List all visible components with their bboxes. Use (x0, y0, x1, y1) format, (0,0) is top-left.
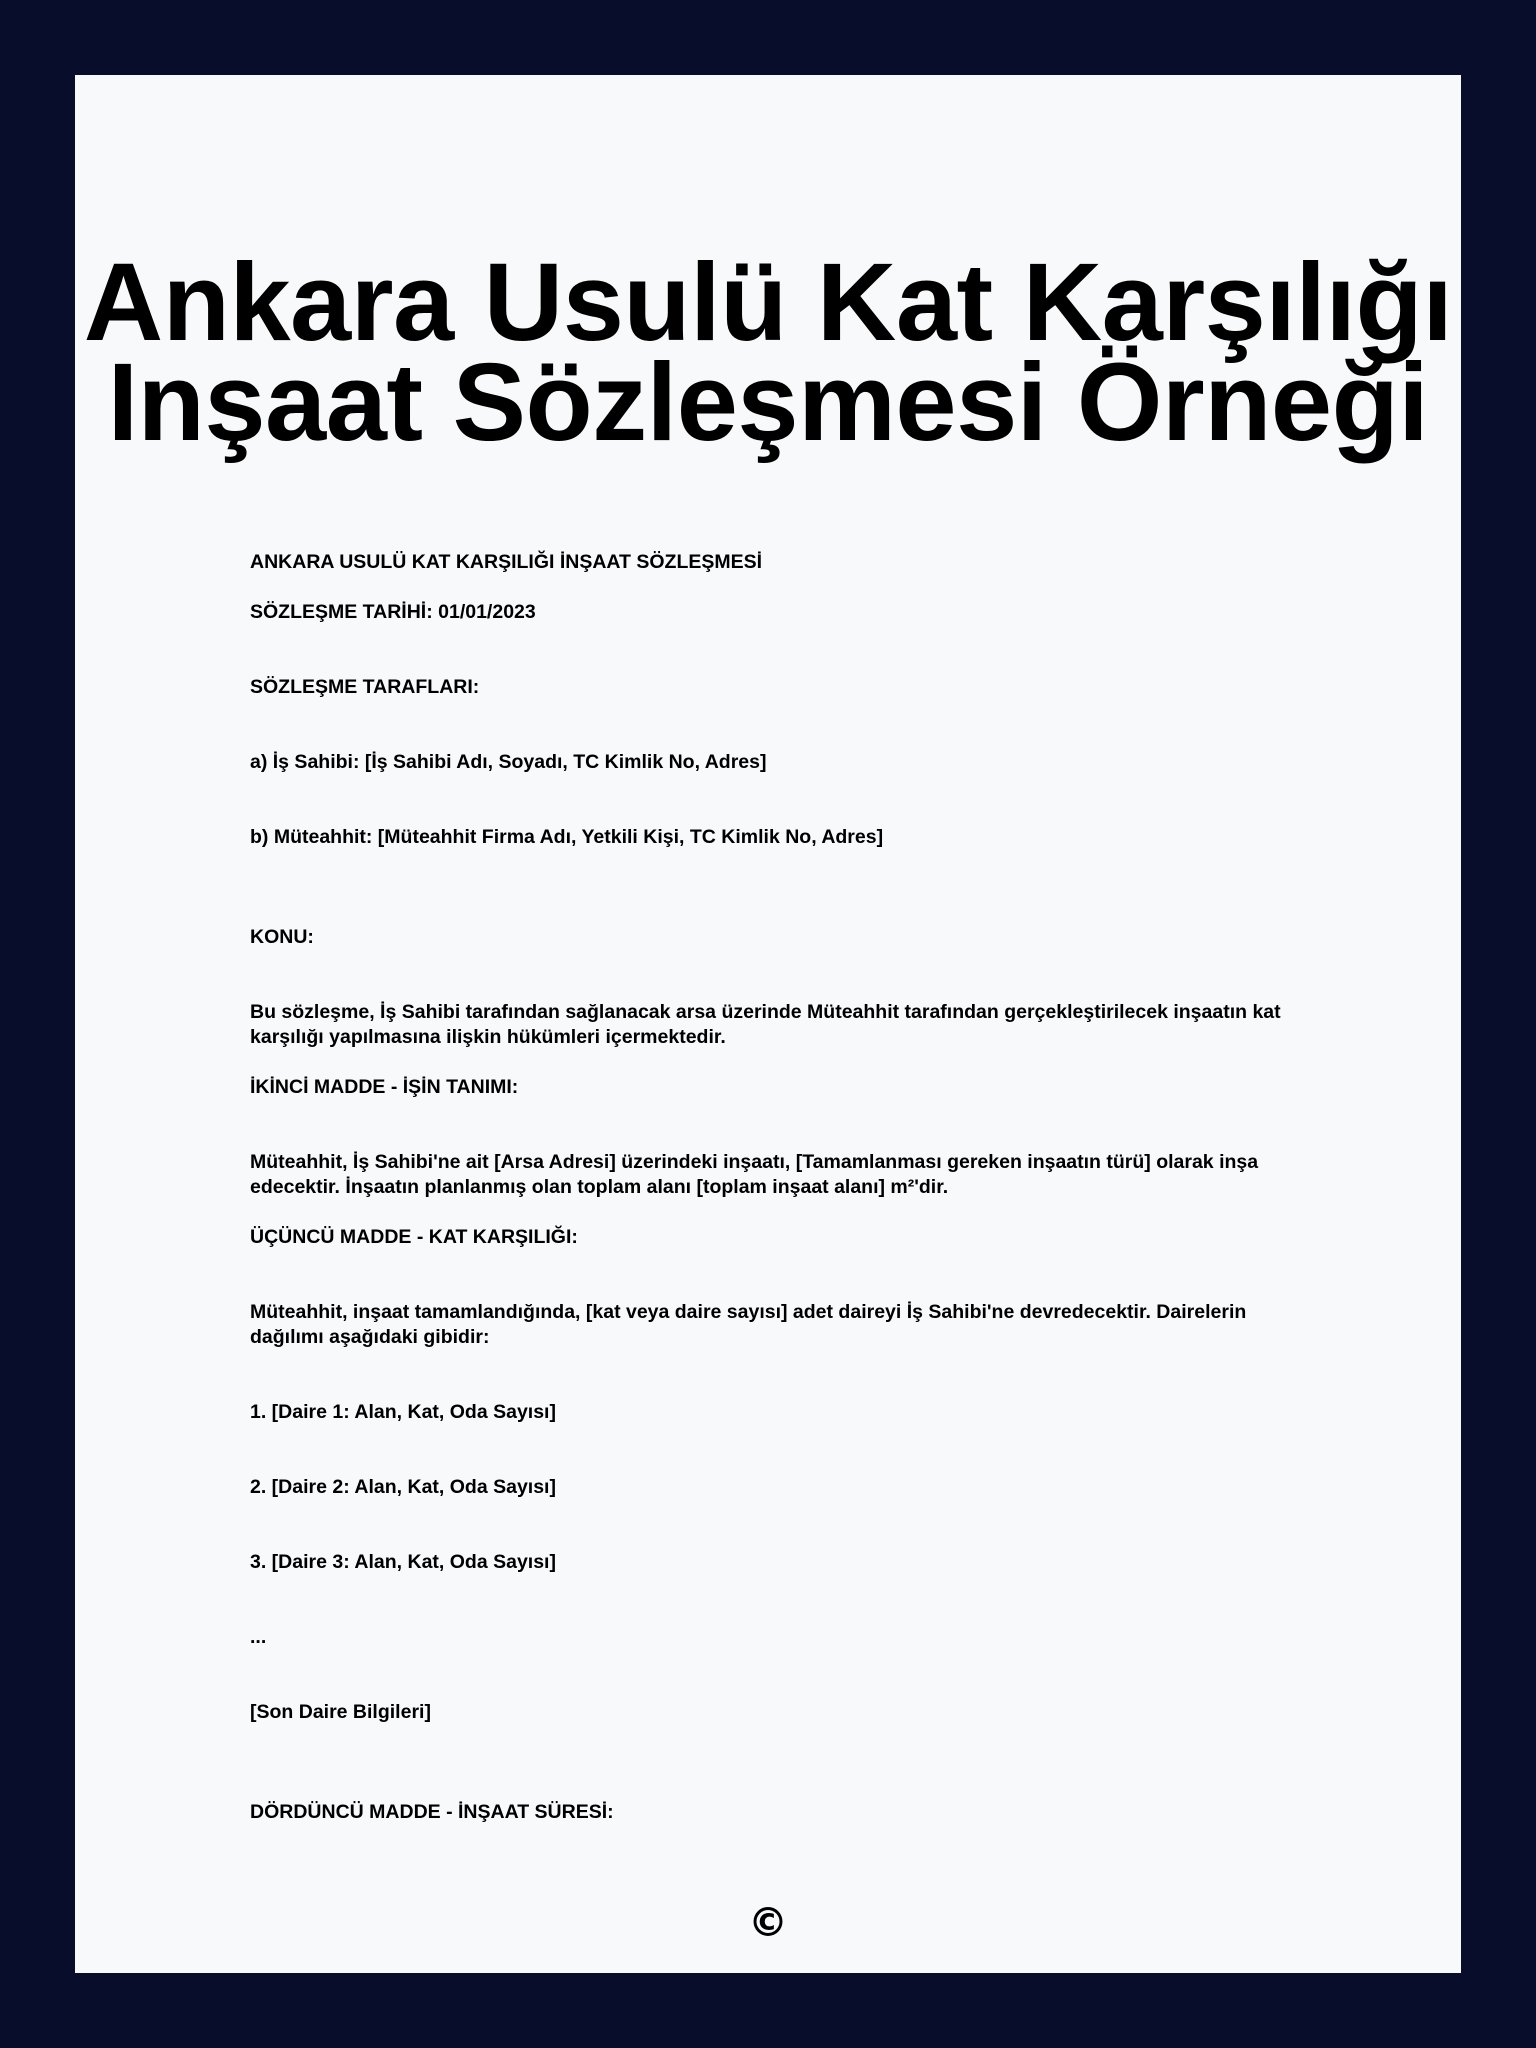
contract-heading: ANKARA USULÜ KAT KARŞILIĞI İNŞAAT SÖZLEŞMESİ (250, 551, 763, 573)
party-b: b) Müteahhit: [Müteahhit Firma Adı, Yetkili Kişi, TC Kimlik No, Adres] (250, 826, 884, 848)
parties-heading: SÖZLEŞME TARAFLARI: (250, 676, 480, 698)
last-unit: [Son Daire Bilgileri] (250, 1701, 431, 1723)
unit-3: 3. [Daire 3: Alan, Kat, Oda Sayısı] (250, 1551, 556, 1573)
subject-text: Bu sözleşme, İş Sahibi tarafından sağlanacak arsa üzerinde Müteahhit tarafından gerçekleştirilecek inşaatın kat karşılığı yapılmasına ilişkin hükümleri içermektedir. (250, 1001, 1281, 1048)
article-2-text: Müteahhit, İş Sahibi'ne ait [Arsa Adresi] üzerindeki inşaatı, [Tamamlanması gereken inşaatın türü] olarak inşa edecektir. İnşaatın planlanmış olan toplam alanı [toplam inşaat alanı] m²'dir. (250, 1151, 1259, 1198)
document-page (75, 75, 1461, 1973)
article-2-heading: İKİNCİ MADDE - İŞİN TANIMI: (250, 1076, 519, 1098)
subject-heading: KONU: (250, 926, 314, 948)
page-title (75, 241, 1461, 464)
document-body (250, 550, 1310, 1825)
article-3-heading: ÜÇÜNCÜ MADDE - KAT KARŞILIĞI: (250, 1226, 578, 1248)
unit-2: 2. [Daire 2: Alan, Kat, Oda Sayısı] (250, 1476, 556, 1498)
page-title-line-1: Ankara Usulü Kat Karşılığı (83, 241, 1453, 364)
unit-1: 1. [Daire 1: Alan, Kat, Oda Sayısı] (250, 1401, 556, 1423)
article-3-text: Müteahhit, inşaat tamamlandığında, [kat veya daire sayısı] adet daireyi İş Sahibi'ne devredecektir. Dairelerin dağılımı aşağıdaki gibidir: (250, 1301, 1247, 1348)
ellipsis: ... (250, 1626, 267, 1648)
party-a: a) İş Sahibi: [İş Sahibi Adı, Soyadı, TC Kimlik No, Adres] (250, 751, 767, 773)
contract-date: SÖZLEŞME TARİHİ: 01/01/2023 (250, 601, 536, 623)
article-4-heading: DÖRDÜNCÜ MADDE - İNŞAAT SÜRESİ: (250, 1801, 614, 1823)
page-title-line-2: Inşaat Sözleşmesi Örneği (107, 341, 1429, 464)
copyright-icon: © (748, 1900, 788, 1946)
